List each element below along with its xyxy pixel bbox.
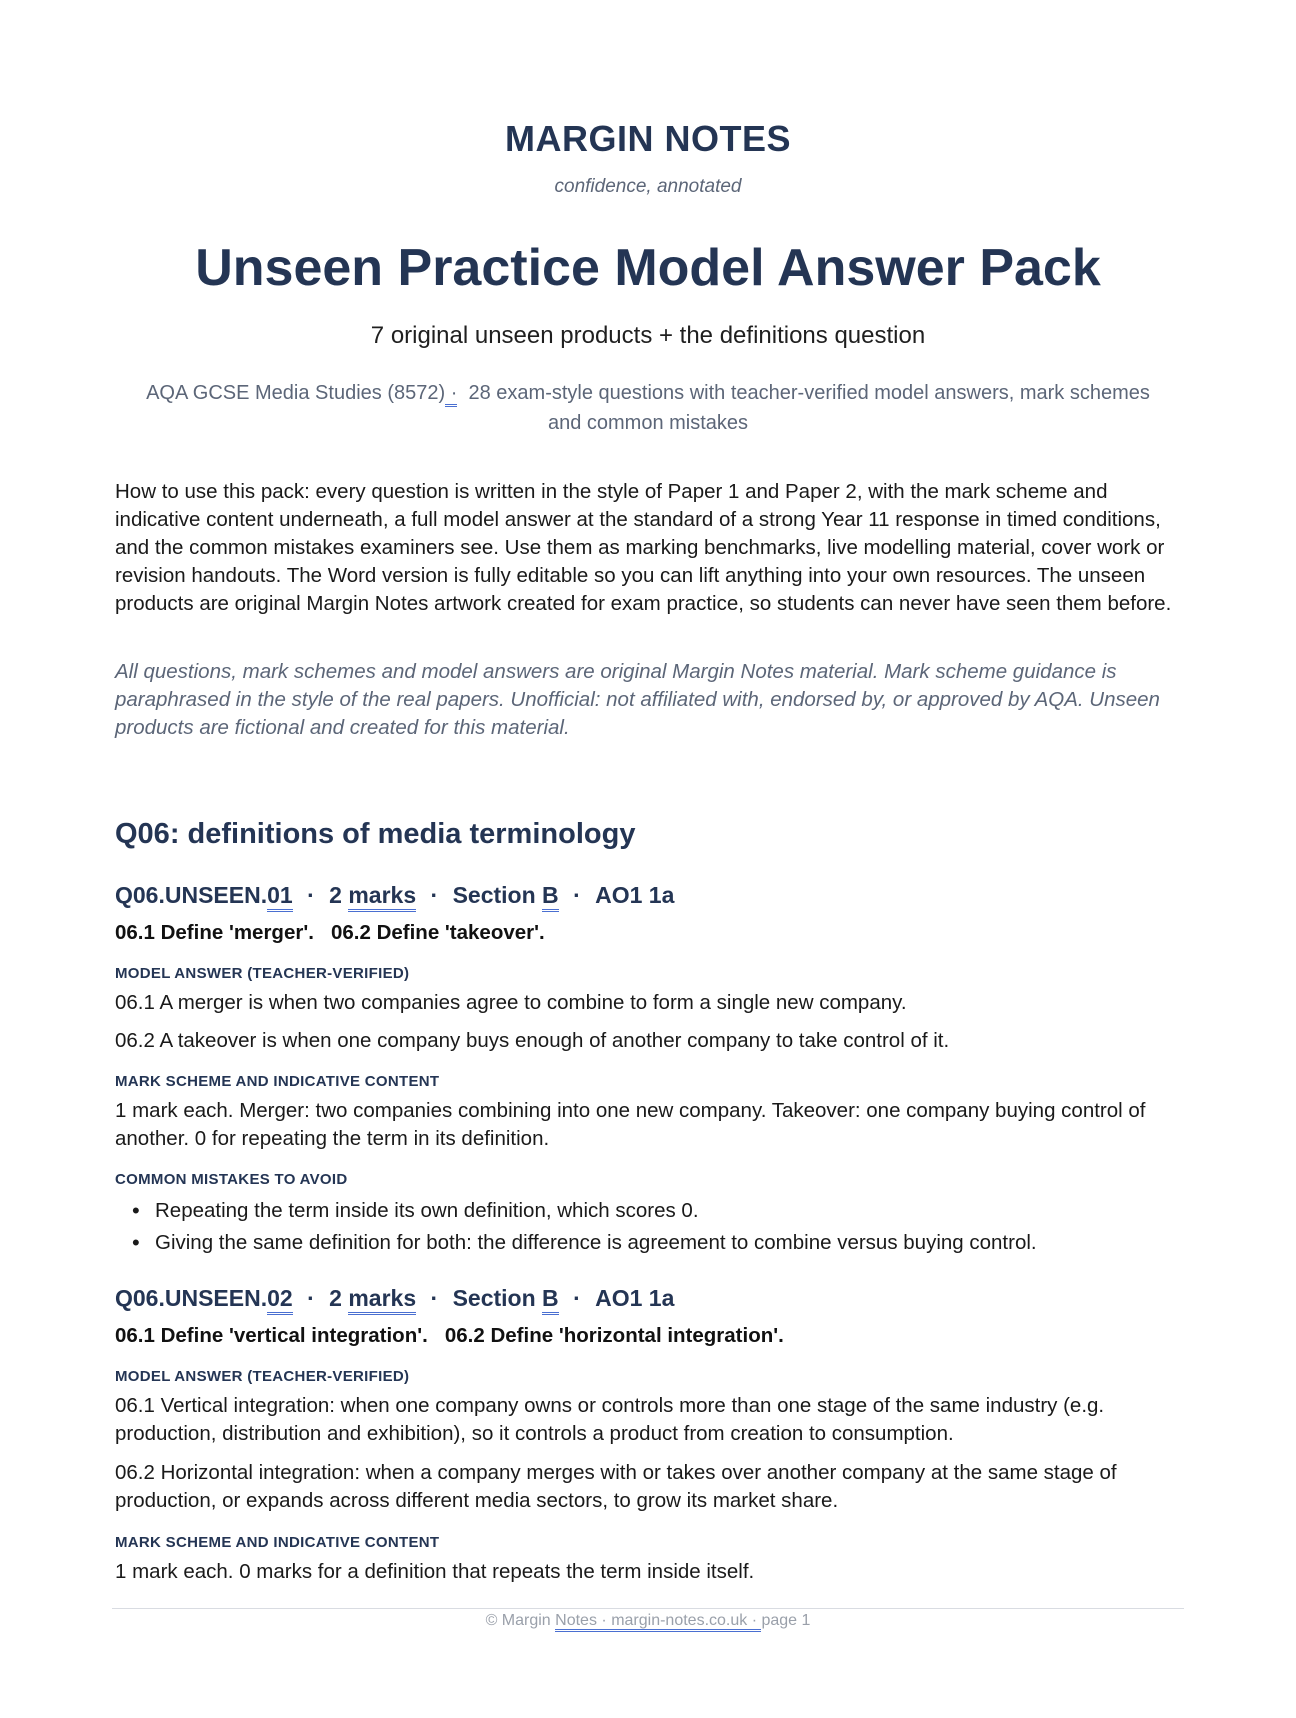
list-item: • Repeating the term inside its own definition, which scores 0. — [115, 1195, 1185, 1227]
separator: · — [573, 1285, 581, 1311]
brand-tagline: confidence, annotated — [554, 176, 742, 197]
section-heading: Q06: definitions of media terminology — [115, 818, 636, 850]
marks-label: marks — [348, 1285, 416, 1315]
model-answer-text: 06.1 Vertical integration: when one company owns or controls more than one stage of the same industry (e.g. production, distribution and exhibition), so it controls a product from creation to consumption. — [115, 1394, 1105, 1445]
document-subtitle: 7 original unseen products + the definitions question — [370, 322, 926, 349]
brand-name: MARGIN NOTES — [504, 118, 791, 159]
question-id-number: 02 — [267, 1285, 293, 1315]
page-footer — [0, 1612, 1296, 1630]
intro-paragraph: How to use this pack: every question is written in the style of Paper 1 and Paper 2, with the mark scheme and indicative content underneath, a full model answer at the standard of a strong Year 11 response in timed conditions, and the common mistakes examiners see. Use them as marking benchmarks, live modelling material, cover work or revision handouts. The Word version is fully editable so you can lift anything into your own resources. The unseen products are original Margin Notes artwork created for exam practice, so students can never have seen them before. — [115, 480, 1172, 615]
model-answer-label: MODEL ANSWER (TEACHER-VERIFIED) — [115, 965, 410, 982]
question-prompt: 06.1 Define 'vertical integration'. 06.2 Define 'horizontal integration'. — [115, 1324, 784, 1347]
mark-scheme-label: MARK SCHEME AND INDICATIVE CONTENT — [115, 1073, 440, 1090]
meta-separator: · — [445, 382, 457, 407]
question-id-number: 01 — [267, 882, 293, 912]
model-answer-text: 06.2 A takeover is when one company buys enough of another company to take control of it. — [115, 1029, 950, 1052]
separator: · — [307, 1285, 315, 1311]
common-mistakes-label: COMMON MISTAKES TO AVOID — [115, 1171, 348, 1188]
footer-copyright: © Margin — [485, 1612, 551, 1629]
separator: · — [307, 882, 315, 908]
model-answer-text: 06.1 A merger is when two companies agree to combine to form a single new company. — [115, 991, 907, 1014]
mark-scheme-text: 1 mark each. Merger: two companies combining into one new company. Takeover: one company buying control of another. 0 for repeating the term in its definition. — [115, 1099, 1146, 1150]
footer-page-number: page 1 — [761, 1612, 811, 1629]
meta-description: 28 exam-style questions with teacher-verified model answers, mark schemes and common mistakes — [468, 382, 1150, 434]
mark-scheme-text: 1 mark each. 0 marks for a definition that repeats the term inside itself. — [115, 1560, 755, 1583]
section-letter: B — [542, 1285, 559, 1315]
question-prompt: 06.1 Define 'merger'. 06.2 Define 'takeover'. — [115, 921, 545, 944]
document-meta — [140, 378, 1156, 438]
document-title: Unseen Practice Model Answer Pack — [195, 239, 1101, 297]
list-item: • Giving the same definition for both: the difference is agreement to combine versus buying control. — [115, 1227, 1185, 1259]
section-letter: B — [542, 882, 559, 912]
separator: · — [430, 1285, 439, 1311]
question-header: Q06.UNSEEN.02 · 2 marks · Section B · AO1 1a — [115, 1285, 674, 1315]
mark-scheme-label: MARK SCHEME AND INDICATIVE CONTENT — [115, 1534, 440, 1551]
disclaimer-paragraph: All questions, mark schemes and model answers are original Margin Notes material. Mark scheme guidance is paraphrased in the style of the real papers. Unofficial: not affiliated with, endorsed by, or approved by AQA. Unseen products are fictional and created for this material. — [115, 660, 1160, 739]
model-answer-text: 06.2 Horizontal integration: when a company merges with or takes over another company at the same stage of production, or expands across different media sectors, to grow its market share. — [115, 1461, 1117, 1512]
separator: · — [430, 882, 439, 908]
footer-notes: Notes · — [555, 1612, 611, 1632]
footer-divider — [112, 1608, 1184, 1609]
marks-label: marks — [348, 882, 416, 912]
model-answer-label: MODEL ANSWER (TEACHER-VERIFIED) — [115, 1368, 410, 1385]
assessment-objective: AO1 1a — [595, 882, 675, 908]
meta-course: AQA GCSE Media Studies (8572) — [146, 382, 446, 404]
common-mistakes-list — [115, 1195, 1185, 1259]
question-header: Q06.UNSEEN.01 · 2 marks · Section B · AO1 1a — [115, 882, 674, 912]
assessment-objective: AO1 1a — [595, 1285, 675, 1311]
footer-site-link[interactable]: margin-notes.co.uk · — [611, 1612, 761, 1632]
separator: · — [573, 882, 581, 908]
